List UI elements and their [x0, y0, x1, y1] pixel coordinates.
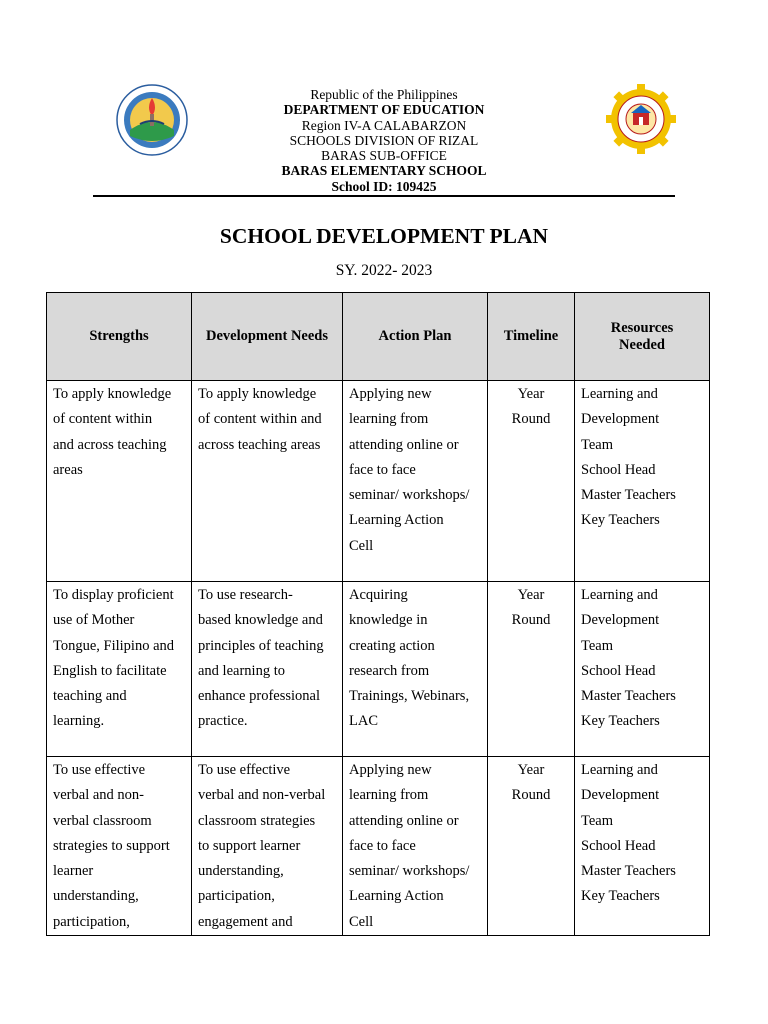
resources-needed-cell — [575, 582, 710, 757]
action-plan-cell — [343, 582, 488, 757]
cell-text-line: Round — [511, 787, 551, 804]
cell-text-line: engagement and — [198, 913, 293, 930]
cell-text-line: Applying new — [349, 762, 432, 778]
cell-text-line: participation, — [53, 913, 130, 930]
cell-text-line: Cell — [349, 913, 374, 930]
region-line: Region IV-A CALABARZON — [301, 117, 467, 133]
cell-text-line: Team — [581, 637, 613, 654]
cell-text-line: Master Teachers — [581, 688, 676, 705]
cell-text-line: To use research- — [198, 587, 293, 603]
cell-text-line: Learning and — [581, 587, 658, 603]
cell-text-line: strategies to support — [53, 837, 170, 854]
cell-text-line: verbal and non- — [53, 787, 144, 804]
development-needs-cell — [192, 582, 343, 757]
cell-text-line: Development — [581, 612, 660, 629]
resources-needed-cell — [575, 381, 710, 582]
cell-text-line: Year — [517, 587, 545, 603]
cell-text-line: across teaching areas — [198, 436, 321, 453]
cell-text-line: based knowledge and — [198, 612, 323, 629]
column-header-timeline: Timeline — [488, 293, 575, 381]
timeline-cell — [488, 757, 575, 936]
cell-text-line: creating action — [349, 637, 435, 654]
action-plan-cell — [343, 381, 488, 582]
cell-text-line: practice. — [198, 713, 248, 730]
cell-text-line: learning from — [349, 411, 429, 428]
cell-text-line: classroom strategies — [198, 812, 316, 829]
cell-text-line: seminar/ workshops/ — [349, 487, 470, 504]
cell-text-line: Learning Action — [349, 512, 444, 529]
table-row — [47, 381, 710, 582]
cell-text-line: face to face — [349, 461, 416, 478]
cell-text-line: learner — [53, 863, 94, 880]
cell-text-line: areas — [53, 461, 83, 478]
cell-text-line: understanding, — [198, 863, 284, 880]
cell-text-line: verbal classroom — [53, 812, 152, 829]
cell-text-line: use of Mother — [53, 612, 135, 629]
cell-text-line: learning. — [53, 713, 105, 730]
cell-text-line: attending online or — [349, 436, 459, 453]
cell-text-line: research from — [349, 662, 430, 679]
development-needs-cell — [192, 381, 343, 582]
timeline-cell — [488, 582, 575, 757]
school-year: SY. 2022- 2023 — [335, 262, 433, 279]
cell-text-line: Acquiring — [349, 587, 408, 603]
resources-needed-cell — [575, 757, 710, 936]
cell-text-line: and learning to — [198, 662, 285, 679]
cell-text-line: Development — [581, 787, 660, 804]
department-line: DEPARTMENT OF EDUCATION — [283, 102, 485, 118]
table-row — [47, 757, 710, 936]
cell-text-line: Round — [511, 411, 551, 428]
cell-text-line: Learning and — [581, 386, 658, 402]
cell-text-line: Learning Action — [349, 888, 444, 905]
action-plan-cell — [343, 757, 488, 936]
cell-text-line: To display proficient — [53, 587, 174, 603]
strengths-cell — [47, 757, 192, 936]
cell-text-line: knowledge in — [349, 612, 428, 629]
cell-text-line: principles of teaching — [198, 637, 324, 654]
column-header-resources-needed — [575, 293, 710, 381]
table-row — [47, 582, 710, 757]
strengths-cell — [47, 582, 192, 757]
cell-text-line: attending online or — [349, 812, 459, 829]
cell-text-line: Key Teachers — [581, 888, 660, 905]
letterhead — [0, 87, 768, 194]
cell-text-line: English to facilitate — [53, 662, 167, 679]
cell-text-line: understanding, — [53, 888, 139, 905]
suboffice-line: BARAS SUB-OFFICE — [321, 148, 447, 164]
cell-text-line: Tongue, Filipino and — [53, 637, 175, 654]
column-header-action-plan: Action Plan — [343, 293, 488, 381]
cell-text-line: face to face — [349, 837, 416, 854]
cell-text-line: To apply knowledge — [198, 386, 317, 402]
page-title: SCHOOL DEVELOPMENT PLAN — [219, 224, 549, 248]
cell-text-line: Key Teachers — [581, 713, 660, 730]
cell-text-line: School Head — [581, 461, 656, 478]
development-plan-table — [46, 292, 710, 936]
cell-text-line: learning from — [349, 787, 429, 804]
development-needs-cell — [192, 757, 343, 936]
strengths-cell — [47, 381, 192, 582]
cell-text-line: Key Teachers — [581, 512, 660, 529]
cell-text-line: Year — [517, 762, 545, 778]
table-header-row — [47, 293, 710, 381]
cell-text-line: Master Teachers — [581, 863, 676, 880]
cell-text-line: To use effective — [198, 762, 291, 778]
header-line: Needed — [619, 336, 665, 353]
cell-text-line: Year — [517, 386, 545, 402]
column-header-strengths: Strengths — [47, 293, 192, 381]
cell-text-line: Learning and — [581, 762, 658, 778]
cell-text-line: School Head — [581, 662, 656, 679]
cell-text-line: Cell — [349, 537, 374, 554]
cell-text-line: teaching and — [53, 688, 127, 705]
cell-text-line: to support learner — [198, 837, 301, 854]
cell-text-line: To use effective — [53, 762, 146, 778]
cell-text-line: Applying new — [349, 386, 432, 402]
cell-text-line: of content within — [53, 411, 153, 428]
cell-text-line: School Head — [581, 837, 656, 854]
division-line: SCHOOLS DIVISION OF RIZAL — [289, 132, 479, 148]
timeline-cell — [488, 381, 575, 582]
cell-text-line: Development — [581, 411, 660, 428]
cell-text-line: To apply knowledge — [53, 386, 172, 402]
school-id-line: School ID: 109425 — [331, 178, 437, 194]
cell-text-line: of content within and — [198, 411, 322, 428]
cell-text-line: Round — [511, 612, 551, 629]
cell-text-line: seminar/ workshops/ — [349, 863, 470, 880]
cell-text-line: Trainings, Webinars, — [349, 688, 470, 705]
cell-text-line: Master Teachers — [581, 487, 676, 504]
cell-text-line: participation, — [198, 888, 275, 905]
column-header-development-needs: Development Needs — [192, 293, 343, 381]
header-divider — [93, 195, 675, 197]
cell-text-line: and across teaching — [53, 436, 167, 453]
cell-text-line: Team — [581, 436, 613, 453]
header-line: Resources — [610, 319, 674, 336]
cell-text-line: Team — [581, 812, 613, 829]
cell-text-line: LAC — [349, 713, 378, 730]
republic-line: Republic of the Philippines — [310, 87, 458, 102]
school-name-line: BARAS ELEMENTARY SCHOOL — [281, 163, 487, 179]
cell-text-line: verbal and non-verbal — [198, 787, 326, 804]
cell-text-line: enhance professional — [198, 688, 320, 705]
